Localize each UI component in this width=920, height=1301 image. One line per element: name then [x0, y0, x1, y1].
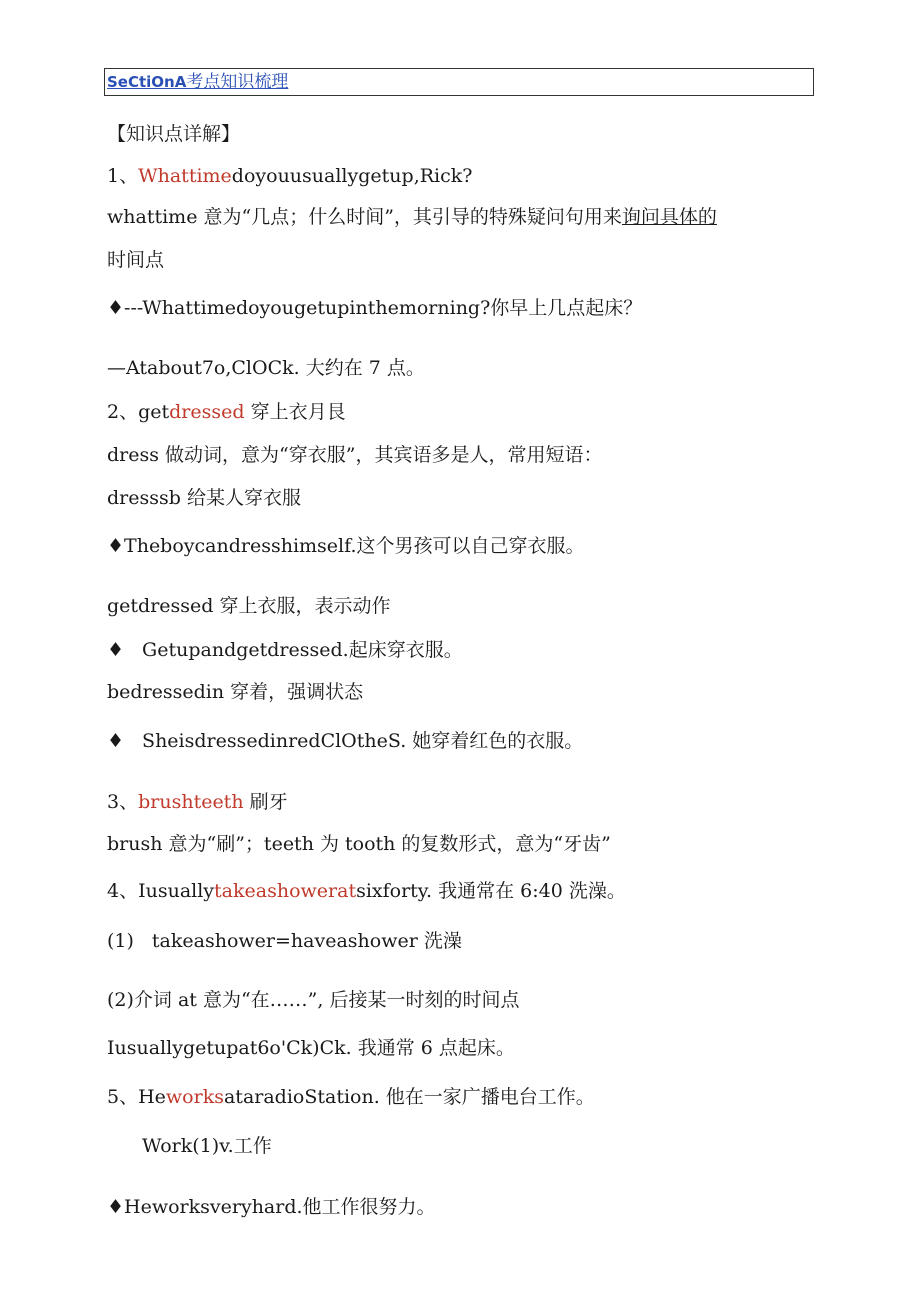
- item1-phrase: Whattime: [138, 165, 232, 187]
- item5-num: 5、: [107, 1086, 139, 1108]
- item2-example2: Getupandgetdressed.起床穿衣服。: [142, 639, 463, 661]
- item5-sense: Work(1)v.工作: [142, 1135, 272, 1157]
- item2-usage1: dresssb 给某人穿衣服: [107, 487, 301, 509]
- item2-usage3: bedressedin 穿着，强调状态: [107, 681, 364, 703]
- bullet-icon: ♦: [107, 730, 125, 752]
- item4-example: Iusuallygetupat6o'Ck)Ck. 我通常 6 点起床。: [107, 1037, 515, 1059]
- item1-rest: doyouusuallygetup,Rick?: [231, 165, 473, 187]
- item2-title: [107, 400, 346, 424]
- item2-example3-row: [107, 729, 583, 753]
- section-header-box: [104, 68, 814, 96]
- item2-pre: get: [138, 401, 170, 423]
- bullet-icon: ♦: [107, 639, 125, 661]
- item2-phrase: dressed: [169, 401, 245, 423]
- item3-explain: brush 意为“刷”；teeth 为 tooth 的复数形式，意为“牙齿”: [107, 833, 611, 855]
- item4-point1: [107, 929, 462, 953]
- item1-title: [107, 164, 472, 188]
- item2-meaning: 穿上衣月艮: [250, 401, 346, 423]
- item2-explain: dress 做动词，意为“穿衣服”，其宾语多是人，常用短语：: [107, 444, 603, 466]
- section-label: SeCtiOnA: [107, 73, 187, 91]
- item5-phrase: works: [165, 1086, 224, 1108]
- item1-explain: [107, 205, 717, 229]
- item2-example2-row: [107, 638, 463, 662]
- item1-explain-cont: 时间点: [107, 249, 165, 271]
- item5-title: [107, 1085, 595, 1109]
- item5-example: ♦Heworksveryhard.他工作很努力。: [107, 1196, 436, 1218]
- item2-usage2: getdressed 穿上衣服，表示动作: [107, 595, 391, 617]
- item4-phrase: takeashowerat: [214, 880, 357, 902]
- item4-point1-text: takeashower=haveashower 洗澡: [151, 930, 462, 952]
- item4-point1-num: (1): [107, 930, 134, 952]
- item3-meaning: 刷牙: [249, 791, 288, 813]
- item2-num: 2、: [107, 401, 139, 423]
- item3-num: 3、: [107, 791, 139, 813]
- item5-rest: ataradioStation. 他在一家广播电台工作。: [223, 1086, 595, 1108]
- item4-title: [107, 879, 626, 903]
- item5-pre: He: [138, 1086, 166, 1108]
- section-title: 考点知识梳理: [186, 72, 289, 92]
- item1-explain-a: whattime 意为“几点；什么时间”，其引导的特殊疑问句用来: [107, 206, 622, 228]
- item1-explain-underlined: 询问具体的: [621, 206, 717, 228]
- item4-rest: sixforty. 我通常在 6:40 洗澡。: [356, 880, 626, 902]
- item4-num: 4、: [107, 880, 139, 902]
- item2-example3: SheisdressedinredClOtheS. 她穿着红色的衣服。: [142, 730, 584, 752]
- item1-example-answer: —Atabout7o,ClOCk. 大约在 7 点。: [107, 357, 425, 379]
- section-header: [107, 72, 288, 92]
- item1-num: 1、: [107, 165, 139, 187]
- item4-point2: (2)介词 at 意为“在……”, 后接某一时刻的时间点: [107, 989, 520, 1011]
- item1-example-question: ♦---Whattimedoyougetupinthemorning?你早上几点起床？: [107, 297, 643, 319]
- item3-title: [107, 790, 288, 814]
- item2-example1: ♦Theboycandresshimself.这个男孩可以自己穿衣服。: [107, 535, 585, 557]
- knowledge-heading: 【知识点详解】: [107, 123, 241, 145]
- item4-pre: Iusually: [138, 880, 215, 902]
- item3-phrase: brushteeth: [138, 791, 244, 813]
